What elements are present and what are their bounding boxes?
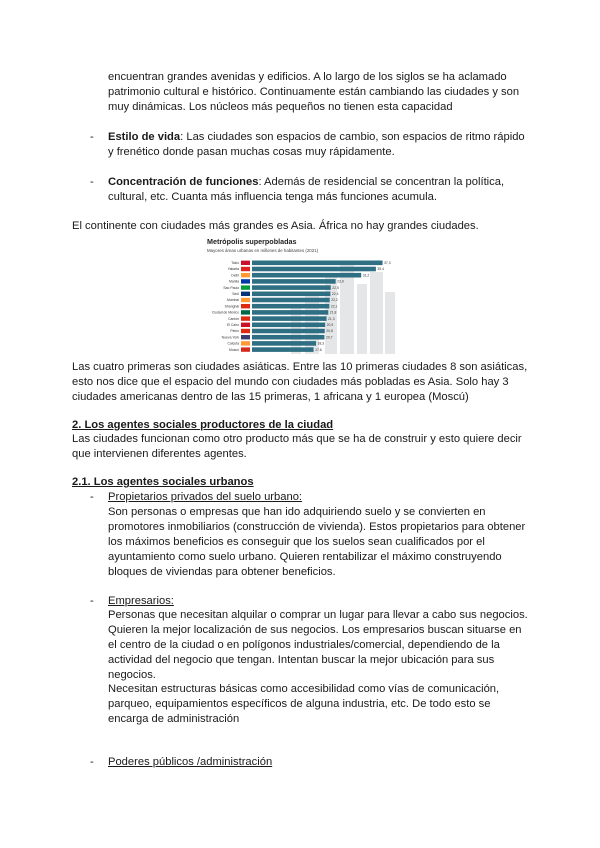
bar-label: Moscú	[229, 347, 239, 352]
bar-value: 35,4	[377, 267, 385, 272]
bar	[252, 267, 376, 272]
bar-value: 22,1	[330, 304, 338, 309]
intro-paragraph: encuentran grandes avenidas y edificios. A lo largo de los siglos se ha aclamado patrimonio cultural e histórico. Continuamente están cambiando las ciudades y son muy dinámicas. Los núcleos más pequeños no tienen esta capacidad	[108, 71, 520, 113]
flag-icon	[241, 267, 250, 271]
bar-value: 17,6	[315, 347, 322, 352]
bar-value: 22,2	[331, 298, 338, 303]
item-empresarios-text: Personas que necesitan alquilar o comprar un lugar para llevar a cabo sus negocios. Quieren la mejor localización de sus negocios. Los empresarios buscan situarse en el centro de la ciudad o en polígonos industriales/comercial, dependiendo de la actividad del negocio que tengan. Intentan buscar la mejor ubicación para sus negocios.	[108, 609, 528, 681]
item-empresarios-text-2: Necesitan estructuras básicas como accesibilidad como vías de comunicación, parqueo, equipamientos específicos de alguna industria, etc. De todo esto se encarga de administración	[108, 683, 500, 725]
bar	[252, 273, 361, 278]
bullet-dash: -	[90, 756, 94, 768]
bar	[252, 316, 327, 321]
bar-label: Nueva York	[221, 335, 239, 340]
bar-value: 23,9	[337, 279, 344, 284]
bar	[252, 279, 336, 284]
bar-value: 20,7	[325, 335, 333, 340]
bar-label: Yakarta	[227, 267, 239, 272]
item-propietarios-text: Son personas o empresas que han ido adquiriendo suelo y se convierten en promotores inmobiliarios (construcción de vivienda). Estos propietarios para obtener los máximos beneficios es conseguir que los suelos sean cualificados por el ayuntamiento como suelo urbano. Quieren rentabilizar el máximo construyendo bloques de viviendas para obtener beneficios.	[108, 506, 526, 578]
section-2-heading: 2. Los agentes sociales productores de la ciudad	[72, 419, 334, 431]
flag-icon	[241, 329, 250, 333]
bar	[252, 347, 314, 352]
bar-label: Pekín	[230, 329, 239, 334]
flag-icon	[241, 261, 250, 265]
bullet-dash: -	[90, 131, 94, 143]
bar	[252, 261, 383, 266]
item-empresarios-title: Empresarios:	[108, 595, 174, 607]
bar	[252, 285, 331, 290]
bar-label: Calcuta	[227, 341, 239, 346]
bar-label: Shanghái	[224, 304, 239, 309]
flag-icon	[241, 273, 250, 277]
bullet-concentracion	[108, 175, 528, 205]
bar-value: 20,8	[326, 329, 333, 334]
bullet-dash: -	[90, 176, 94, 188]
bar-value: 21,8	[329, 310, 337, 315]
bar-value: 18,3	[317, 341, 325, 346]
continent-line: El continente con ciudades más grandes es Asia. África no hay grandes ciudades.	[72, 220, 479, 232]
bullet-dash: -	[90, 491, 94, 503]
flag-icon	[241, 298, 250, 302]
bar	[252, 304, 329, 309]
bar-value: 31,2	[362, 273, 370, 278]
bar	[252, 310, 328, 315]
bullet-dash: -	[90, 595, 94, 607]
bullet-text: : Además de residencial se concentran la política, cultural, etc. Cuanta más influencia tenga más funciones acumula.	[108, 176, 505, 203]
item-poderes-title: Poderes públicos /administración	[108, 756, 273, 768]
bar-label: Manila	[229, 279, 239, 284]
bar	[252, 292, 330, 297]
bar-label: Ciudad de México	[211, 310, 239, 315]
bar	[252, 341, 316, 346]
bar-label: Mumbai	[226, 298, 239, 303]
flag-icon	[241, 279, 250, 283]
bar	[252, 298, 330, 303]
bar-label: Sao Paulo	[223, 285, 239, 290]
bar-value: 20,9	[326, 323, 334, 327]
bar	[252, 335, 324, 340]
bar	[252, 323, 325, 328]
flag-icon	[241, 304, 250, 308]
item-propietarios-title: Propietarios privados del suelo urbano:	[108, 491, 303, 503]
section-2-1-heading: 2.1. Los agentes sociales urbanos	[72, 476, 254, 488]
bullet-estilo-de-vida	[108, 130, 528, 160]
bar-value: 22,5	[332, 285, 339, 290]
bar-label: Tokio	[231, 261, 239, 265]
after-chart-paragraph: Las cuatro primeras son ciudades asiáticas. Entre las 10 primeras ciudades 8 son asiáticas, esto nos dice que el espacio del mundo con ciudades más pobladas es Asia. Solo hay 3 ciudades americanas dentro de las 15 primeras, 1 africana y 1 europea (Moscú)	[72, 361, 528, 403]
bar-label: Delhi	[231, 273, 239, 278]
bar	[252, 329, 325, 334]
bar-value: 37,3	[384, 261, 391, 265]
bar-label: Seúl	[232, 292, 239, 296]
flag-icon	[241, 310, 250, 314]
chart-title: Metrópolis superpobladas	[207, 237, 297, 246]
bullet-text: : Las ciudades son espacios de cambio, son espacios de ritmo rápido y frenético donde pasan muchas cosas muy rápidamente.	[108, 131, 525, 158]
flag-icon	[241, 285, 250, 289]
flag-icon	[241, 347, 250, 351]
bar-label: El Cairo	[226, 323, 239, 327]
chart-svg	[205, 236, 397, 354]
section-2-paragraph: Las ciudades funcionan como otro producto más que se ha de construir y esto quiere decir que intervienen diferentes agentes.	[72, 433, 522, 460]
flag-icon	[241, 292, 250, 296]
flag-icon	[241, 323, 250, 327]
flag-icon	[241, 335, 250, 339]
flag-icon	[241, 341, 250, 345]
bar-value: 22,4	[331, 292, 339, 296]
bar-value: 21,3	[328, 316, 335, 321]
bullet-term: Estilo de vida	[108, 131, 181, 143]
megacities-chart	[205, 236, 397, 354]
chart-subtitle: Mayores áreas urbanas en millones de habitantes (2021)	[207, 248, 319, 253]
bullet-term: Concentración de funciones	[108, 176, 259, 188]
bar-label: Cantón	[228, 316, 239, 321]
flag-icon	[241, 316, 250, 320]
